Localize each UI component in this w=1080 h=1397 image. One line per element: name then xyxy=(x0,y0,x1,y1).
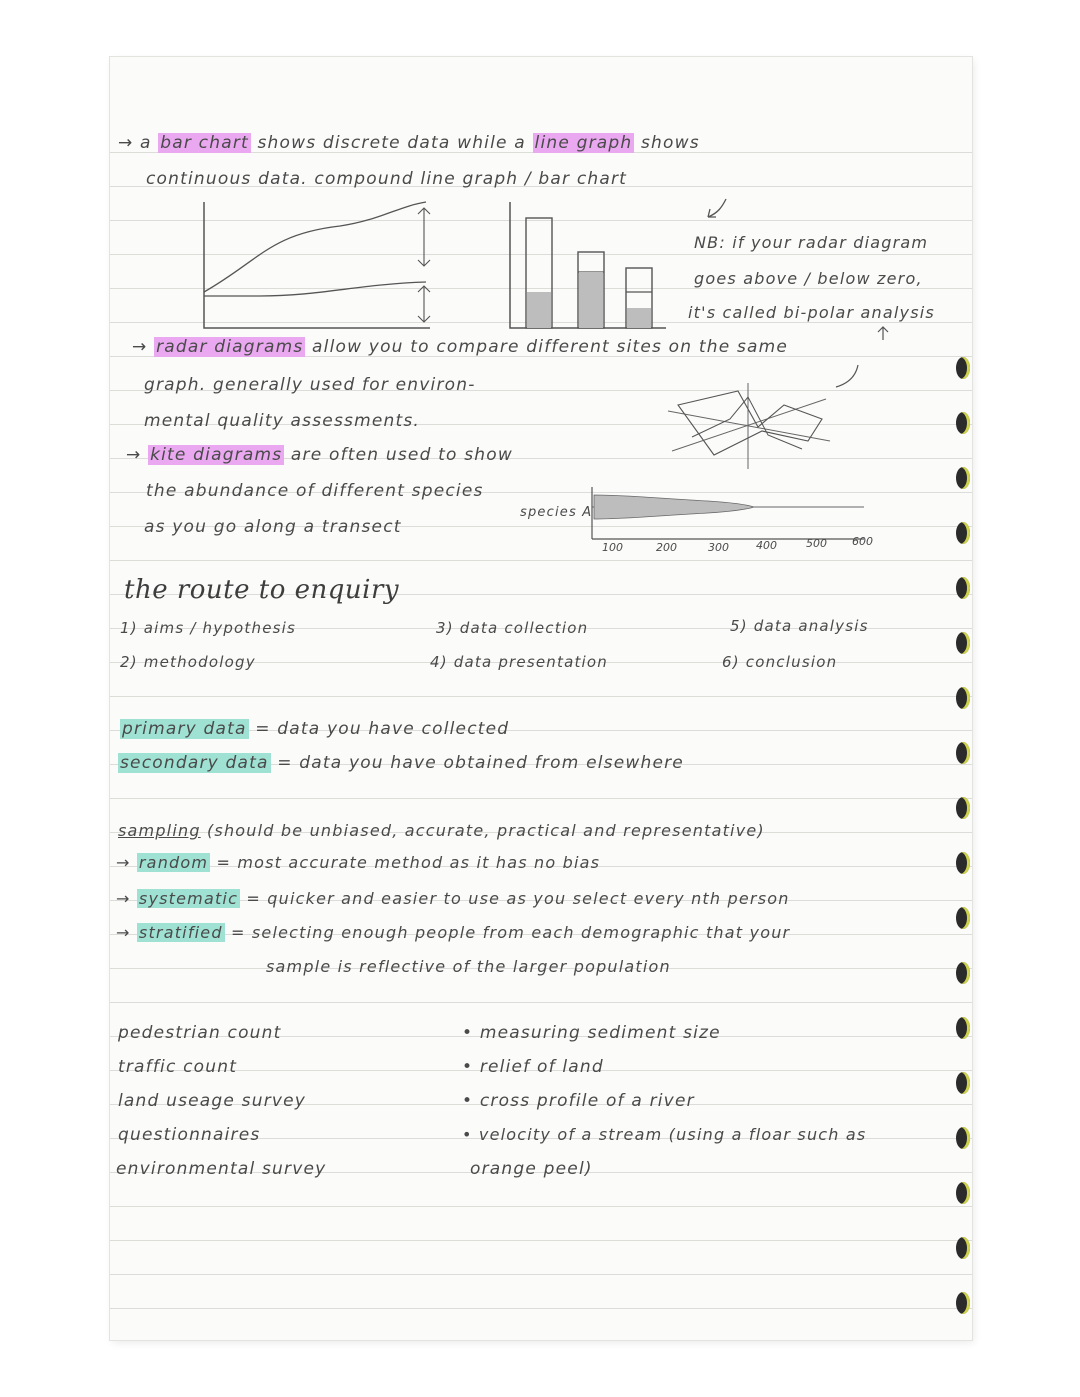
radar-line-1 xyxy=(132,337,788,357)
primary-data-term: primary data xyxy=(122,719,247,739)
sampling-line xyxy=(118,821,765,840)
kite-diagrams-term: kite diagrams xyxy=(150,445,283,465)
chart-types-line-2: continuous data. compound line graph / bar chart xyxy=(146,169,628,189)
secondary-data-line xyxy=(118,753,684,773)
kite-axis-tick-100: 100 xyxy=(602,541,623,554)
list-item: land useage survey xyxy=(118,1091,307,1111)
radar-diagrams-term: radar diagrams xyxy=(156,337,304,357)
kite-axis-tick-600: 600 xyxy=(852,535,873,548)
kite-species-label: species A xyxy=(520,505,593,520)
random-sampling-line xyxy=(116,853,600,872)
primary-data-line xyxy=(120,719,509,739)
list-item: traffic count xyxy=(118,1057,238,1077)
arrow-text: → xyxy=(126,445,142,465)
arrow-text: → xyxy=(116,923,131,942)
radar-line-3: mental quality assessments. xyxy=(144,411,420,431)
kite-line-3: as you go along a transect xyxy=(144,517,402,537)
systematic-sampling-line xyxy=(116,889,790,908)
list-item: • velocity of a stream (using a floar such as xyxy=(462,1125,867,1144)
chart-types-line-1 xyxy=(118,133,700,153)
kite-axis-tick-500: 500 xyxy=(806,537,827,550)
sampling-criteria: (should be unbiased, accurate, practical and representative) xyxy=(206,821,765,840)
nb-note-line-1: NB: if your radar diagram xyxy=(694,233,929,252)
radar-line-2: graph. generally used for environ- xyxy=(144,375,476,395)
route-step-2: 2) methodology xyxy=(120,653,256,671)
kite-line-1 xyxy=(126,445,513,465)
kite-line-2: the abundance of different species xyxy=(146,481,484,501)
route-step-6: 6) conclusion xyxy=(722,653,838,671)
route-step-5: 5) data analysis xyxy=(730,617,869,635)
random-term: random xyxy=(138,853,209,872)
radar-line-1-rest: allow you to compare different sites on the same xyxy=(312,337,789,357)
secondary-data-def: = data you have obtained from elsewhere xyxy=(277,753,684,773)
stratified-term: stratified xyxy=(138,923,223,942)
route-step-4: 4) data presentation xyxy=(430,653,608,671)
kite-diagram-sketch xyxy=(588,485,868,541)
arrow-text: → xyxy=(116,853,131,872)
route-step-3: 3) data collection xyxy=(436,619,589,637)
bar-chart-term: bar chart xyxy=(160,133,249,153)
list-item: questionnaires xyxy=(118,1125,261,1145)
chart-types-suffix-text: shows xyxy=(640,133,700,153)
sampling-term: sampling xyxy=(118,821,201,840)
primary-data-def: = data you have collected xyxy=(255,719,510,739)
list-item: environmental survey xyxy=(116,1159,327,1179)
nb-note-line-2: goes above / below zero, xyxy=(694,269,923,288)
line-graph-term: line graph xyxy=(534,133,633,153)
stratified-def: = selecting enough people from each demographic that your xyxy=(231,923,791,942)
systematic-def: = quicker and easier to use as you select every nth person xyxy=(246,889,790,908)
stratified-def-line-2: sample is reflective of the larger population xyxy=(266,957,671,976)
arrow-curve-icon xyxy=(834,363,864,391)
list-item: orange peel) xyxy=(470,1159,593,1179)
notebook-page xyxy=(110,57,972,1340)
arrow-text: → xyxy=(116,889,131,908)
stratified-sampling-line xyxy=(116,923,790,942)
arrow-text: → a xyxy=(118,133,152,153)
arrow-up-icon xyxy=(876,325,890,341)
kite-line-1-rest: are often used to show xyxy=(290,445,513,465)
kite-axis-tick-200: 200 xyxy=(656,541,677,554)
compound-bar-chart-sketch xyxy=(506,200,686,332)
arrow-down-icon xyxy=(704,197,734,221)
route-step-1: 1) aims / hypothesis xyxy=(120,619,297,637)
arrow-text: → xyxy=(132,337,148,357)
route-title: the route to enquiry xyxy=(124,575,400,605)
list-item: • measuring sediment size xyxy=(462,1023,721,1043)
systematic-term: systematic xyxy=(138,889,239,908)
kite-axis-tick-300: 300 xyxy=(708,541,729,554)
compound-line-graph-sketch xyxy=(200,200,440,332)
list-item: • relief of land xyxy=(462,1057,604,1077)
nb-note-line-3: it's called bi-polar analysis xyxy=(688,303,935,322)
kite-axis-tick-400: 400 xyxy=(756,539,777,552)
list-item: pedestrian count xyxy=(118,1023,282,1043)
chart-types-mid-text: shows discrete data while a xyxy=(257,133,526,153)
secondary-data-term: secondary data xyxy=(120,753,269,773)
random-def: = most accurate method as it has no bias xyxy=(216,853,601,872)
radar-diagram-sketch xyxy=(658,379,838,471)
list-item: • cross profile of a river xyxy=(462,1091,695,1111)
